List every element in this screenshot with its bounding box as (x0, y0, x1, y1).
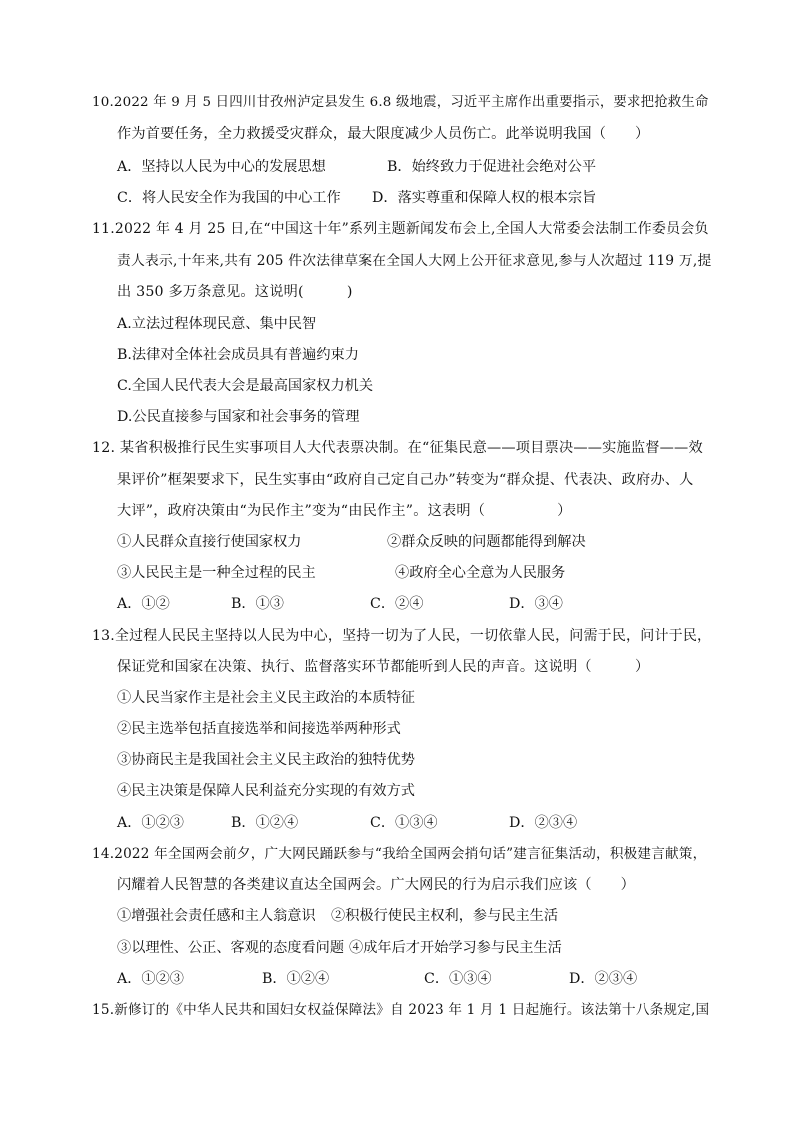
q14-item-4: ④成年后才开始学习参与民主生活 (349, 940, 562, 956)
q10-option-d: D．落实尊重和保障人权的根本宗旨 (372, 190, 597, 206)
q13-line2: 保证党和国家在决策、执行、监督落实环节都能听到人民的声音。这说明（ ） (117, 659, 650, 675)
q14-option-b: B．①②④ (262, 971, 330, 987)
q14-item-1: ①增强社会责任感和主人翁意识 (117, 908, 316, 924)
q10-line1: 10.2022 年 9 月 5 日四川甘孜州泸定县发生 6.8 级地震，习近平主席作出重要指示，要求把抢救生命 (92, 95, 709, 110)
q13-item-3: ③协商民主是我国社会主义民主政治的独特优势 (117, 752, 415, 768)
q11-option-c: C.全国人民代表大会是最高国家权力机关 (117, 378, 374, 394)
q10-option-c: C．将人民安全作为我国的中心工作 (117, 190, 341, 206)
q11-line2: 责人表示,十年来,共有 205 件次法律草案在全国人大网上公开征求意见,参与人次超过 119 万,提 (117, 253, 712, 269)
q13-option-a: A．①②③ (117, 815, 184, 831)
q12-option-c: C．②④ (370, 596, 424, 612)
q12-option-a: A．①② (117, 596, 170, 612)
q12-item-4: ④政府全心全意为人民服务 (395, 565, 566, 581)
q12-line1: 12. 某省积极推行民生实事项目人大代表票决制。在“征集民意——项目票决——实施监督——效 (92, 440, 703, 456)
q13-item-4: ④民主决策是保障人民利益充分实现的有效方式 (117, 783, 415, 799)
q10-line2: 作为首要任务，全力救援受灾群众，最大限度减少人员伤亡。此举说明我国（ ） (117, 126, 650, 142)
q13-item-1: ①人民当家作主是社会主义民主政治的本质特征 (117, 690, 415, 706)
q11-option-d: D.公民直接参与国家和社会事务的管理 (117, 409, 360, 425)
q13-option-b: B．①②④ (231, 815, 299, 831)
q12-item-3: ③人民民主是一种全过程的民主 (117, 565, 316, 581)
q12-item-2: ②群众反映的问题都能得到解决 (387, 534, 586, 550)
q11-option-a: A.立法过程体现民意、集中民智 (117, 316, 317, 332)
q14-item-2: ②积极行使民主权利，参与民主生活 (331, 908, 559, 924)
q15-line1: 15.新修订的《中华人民共和国妇女权益保障法》自 2023 年 1 月 1 日起施行。该法第十八条规定,国 (92, 1002, 710, 1018)
q13-option-c: C．①③④ (370, 815, 438, 831)
q10-option-b: B．始终致力于促进社会绝对公平 (387, 159, 597, 175)
q12-line2: 果评价”框架要求下，民生实事由“政府自己定自己办”转变为“群众提、代表决、政府办、人 (117, 472, 694, 488)
q12-line3: 大评”，政府决策由“为民作主”变为“由民作主”。这表明（ ） (117, 503, 572, 519)
q14-option-d: D．②③④ (569, 971, 638, 987)
q12-option-b: B．①③ (231, 596, 284, 612)
q13-option-d: D．②③④ (509, 815, 578, 831)
q14-option-c: C．①③④ (424, 971, 492, 987)
q11-option-b: B.法律对全体社会成员具有普遍约束力 (117, 347, 359, 363)
q12-option-d: D．③④ (509, 596, 563, 612)
q14-line2: 闪耀着人民智慧的各类建议直达全国两会。广大网民的行为启示我们应该（ ） (117, 877, 635, 893)
q13-line1: 13.全过程人民民主坚持以人民为中心，坚持一切为了人民，一切依靠人民，问需于民，问计于民， (92, 628, 712, 644)
q13-item-2: ②民主选举包括直接选举和间接选举两种形式 (117, 721, 401, 737)
q14-line1: 14.2022 年全国两会前夕，广大网民踊跃参与“我给全国两会捎句话”建言征集活动，积极建言献策， (92, 846, 707, 862)
q14-item-3: ③以理性、公正、客观的态度看问题 (117, 940, 345, 956)
q10-option-a: A．坚持以人民为中心的发展思想 (117, 159, 326, 175)
q12-item-1: ①人民群众直接行使国家权力 (117, 534, 302, 550)
q11-line3: 出 350 多万条意见。这说明( ) (117, 284, 353, 300)
q14-option-a: A．①②③ (117, 971, 184, 987)
q11-line1: 11.2022 年 4 月 25 日,在“中国这十年”系列主题新闻发布会上,全国人大常委会法制工作委员会负 (92, 221, 709, 237)
